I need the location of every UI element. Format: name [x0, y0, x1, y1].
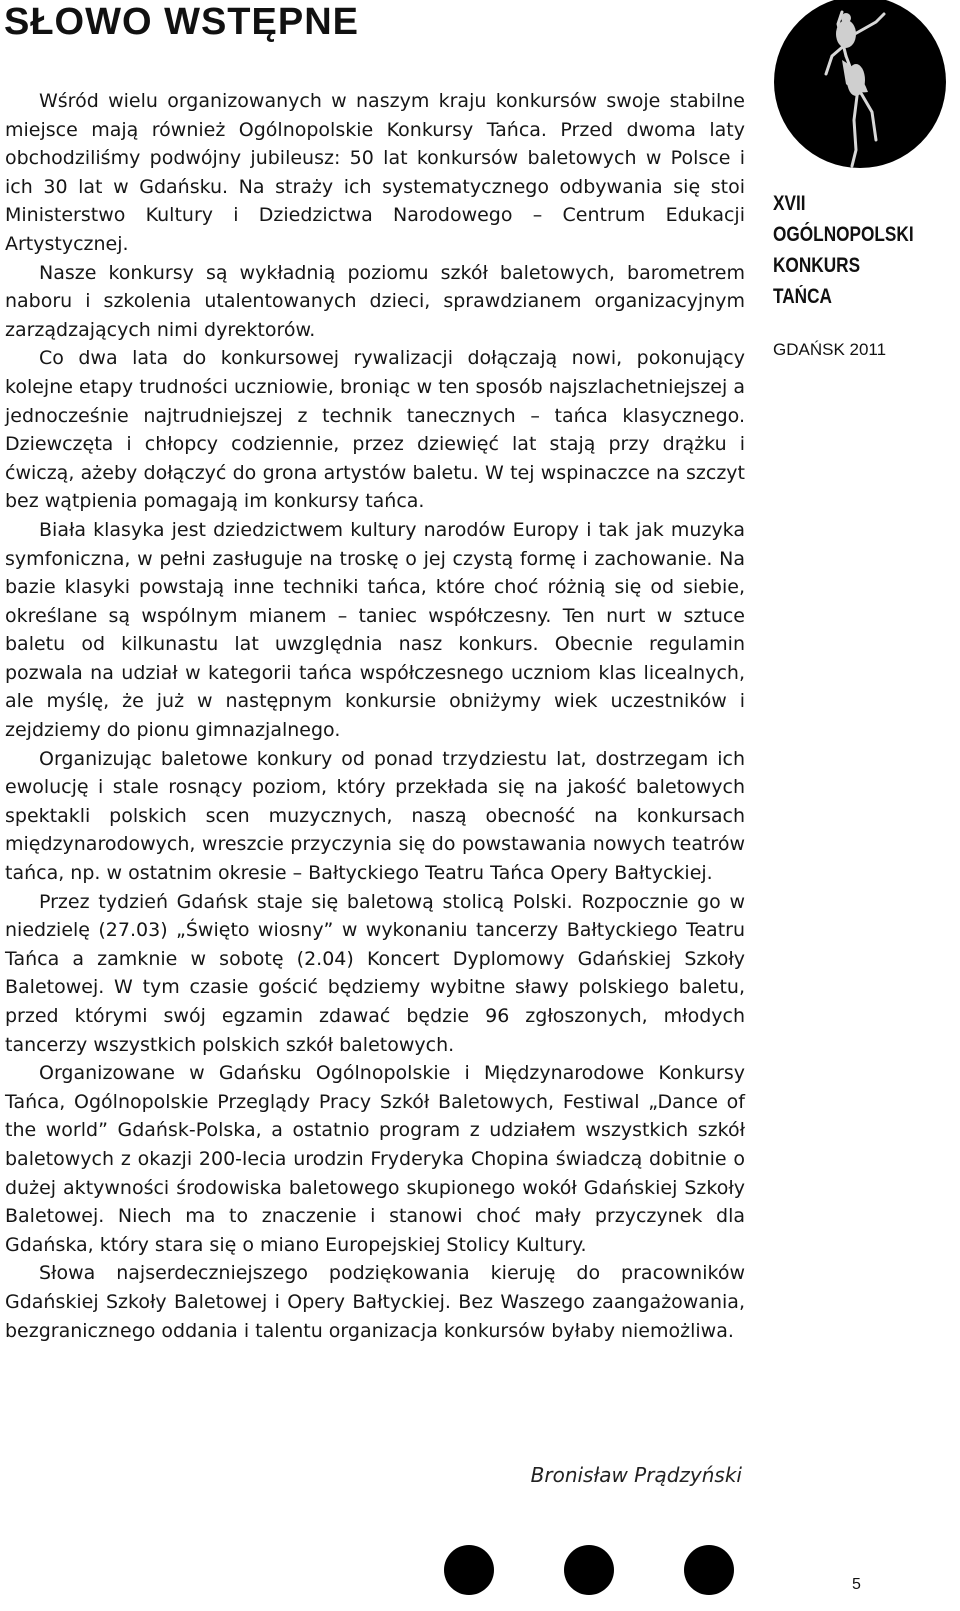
event-name-line: KONKURS — [773, 254, 861, 277]
footer-decoration — [0, 1535, 960, 1611]
paragraph: Organizowane w Gdańsku Ogólnopolskie i Międzynarodowe Konkursy Tańca, Ogólnopolskie Przeglądy Pracy Szkół Baletowych, Festiwal „Dance of the world” Gdańsk-Polska, a ostatnio program z udziałem wszystkich szkół baletowych z okazji 200-lecia urodzin Fryderyka Chopina świadczą dobitnie o dużej aktywności środowiska baletowego skupionego wokół Gdańskiej Szkoły Baletowej. Niech ma to znaczenie i stanowi choć mały przyczynek dla Gdańska, który stara się o miano Europejskiej Stolicy Kultury. — [5, 1062, 745, 1256]
event-sidebar — [773, 188, 948, 360]
decorative-dot-icon — [564, 1545, 614, 1595]
paragraph: Wśród wielu organizowanych w naszym kraju konkursów swoje stabilne miejsce mają również Ogólnopolskie Konkursy Tańca. Przed dwoma laty obchodziliśmy podwójny jubileusz: 50 lat konkursów baletowych w Polsce i ich 30 lat w Gdańsku. Na straży ich systematycznego odbywania się stoi Ministerstwo Kultury i Dziedzictwa Narodowego – Centrum Edukacji Artystycznej. — [5, 90, 745, 255]
dancer-emblem-icon — [772, 0, 960, 180]
event-city-year: GDAŃSK 2011 — [773, 340, 887, 359]
paragraph: Nasze konkursy są wykładnią poziomu szkół baletowych, barometrem naboru i szkolenia utalentowanych dzieci, sprawdzianem organizacyjnym zarządzających nimi dyrektorów. — [5, 261, 745, 341]
event-name-line: TAŃCA — [773, 285, 832, 308]
paragraph: Biała klasyka jest dziedzictwem kultury narodów Europy i tak jak muzyka symfoniczna, w pełni zasługuje na troskę o jej czystą formę i zachowanie. Na bazie klasyki powstają inne techniki tańca, które choć różnią się od siebie, określane są wspólnym mianem – taniec współczesny. Ten nurt w sztuce baletu od kilkunastu lat uwzględnia nasz konkurs. Obecnie regulamin pozwala na udział w kategorii tańca współczesnego uczniom klas licealnych, ale myślę, że już w następnym konkursie obniżymy wiek uczestników i zejdziemy do pionu gimnazjalnego. — [5, 518, 745, 742]
paragraph: Słowa najserdeczniejszego podziękowania kieruję do pracowników Gdańskiej Szkoły Baletowej i Opery Bałtyckiej. Bez Waszego zaangażowania, bezgranicznego oddania i talentu organizacja konkursów byłaby niemożliwa. — [5, 1262, 745, 1342]
page-title: SŁOWO WSTĘPNE — [4, 1, 359, 43]
paragraph: Organizując baletowe konkury od ponad trzydziestu lat, dostrzegam ich ewolucję i stale rosnący poziom, który przekłada się na jakość baletowych spektakli polskich scen muzycznych, naszą obecność na konkursach międzynarodowych, wreszcie przyczynia się do powstawania nowych teatrów tańca, np. w ostatnim okresie – Bałtyckiego Teatru Tańca Opery Bałtyckiej. — [5, 747, 745, 885]
paragraph: Co dwa lata do konkursowej rywalizacji dołączają nowi, pokonujący kolejne etapy trudności uczniowie, broniąc w ten sposób najszlachetniejszej a jednocześnie najtrudniejszej z technik tanecznych – tańca klasycznego. Dziewczęta i chłopcy codziennie, przez dziewięć lat stają przy drążku i ćwiczą, ażeby dołączyć do grona artystów baletu. W tej wspinaczce na szczyt bez wątpienia pomagają im konkursy tańca. — [5, 347, 745, 513]
decorative-dot-icon — [684, 1545, 734, 1595]
author-signature: Bronisław Prądzyński — [530, 1463, 742, 1487]
page-number: 5 — [852, 1576, 861, 1593]
paragraph: Przez tydzień Gdańsk staje się baletową stolicą Polski. Rozpocznie go w niedzielę (27.03) „Święto wiosny” w wykonaniu tancerzy Bałtyckiego Teatru Tańca a zamknie w sobotę (2.04) Koncert Dyplomowy Gdańskiej Szkoły Baletowej. W tym czasie gościć będziemy wybitne sławy polskiego baletu, przed którymi swój egzamin zdawać będzie 96 zgłoszonych, młodych tancerzy wszystkich polskich szkół baletowych. — [5, 890, 745, 1056]
article-body — [5, 87, 745, 1345]
decorative-dot-icon — [444, 1545, 494, 1595]
event-edition: XVII — [773, 192, 806, 215]
event-name-line: OGÓLNOPOLSKI — [773, 223, 914, 246]
